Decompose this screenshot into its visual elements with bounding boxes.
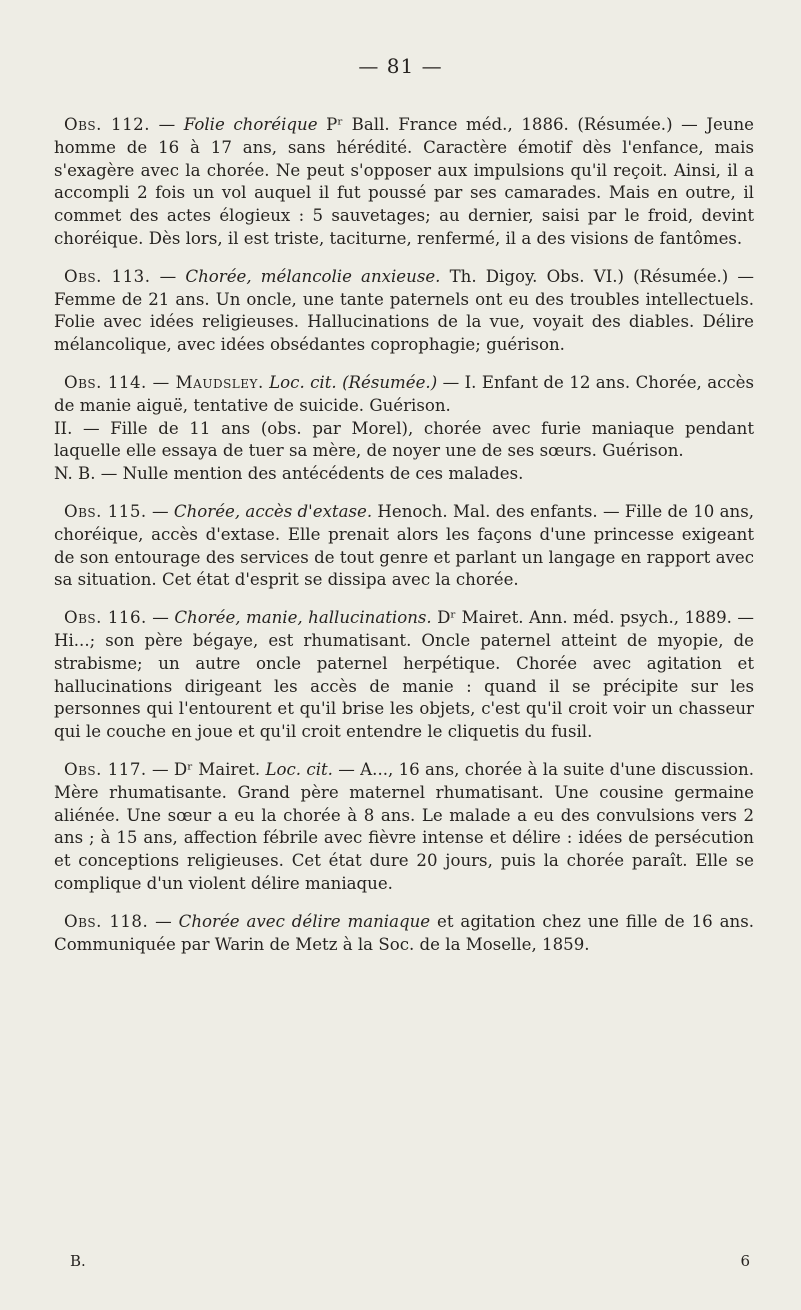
obs-title: — Chorée, manie, hallucinations. bbox=[146, 608, 432, 628]
obs-source: Dʳ Mairet. Ann. méd. psych., 1889. bbox=[431, 608, 732, 628]
document-body bbox=[54, 114, 754, 971]
obs-title: — Folie choréique bbox=[149, 115, 318, 134]
obs-title: — Chorée, accès d'extase. bbox=[146, 501, 373, 521]
obs-number: Obs. 117. bbox=[64, 759, 147, 779]
obs-text: — I. Enfant de 12 ans. Chorée, accès de manie aiguë, tentative de suicide. Guérison. bbox=[54, 372, 755, 415]
observation-117 bbox=[54, 759, 754, 896]
page-number: — 81 — bbox=[358, 54, 443, 78]
observation-112 bbox=[54, 114, 754, 251]
obs-title: — Chorée avec délire maniaque bbox=[148, 911, 431, 931]
obs-text: — Fille de 10 ans, choréique, accès d'extase. Elle prenait alors les façons d'une princesse exigeant de son entourage des services de tout genre et parlant un langage en rapport avec sa situation. Cet état d'esprit se dissipa avec la chorée. bbox=[54, 501, 755, 590]
obs-text: — A..., 16 ans, chorée à la suite d'une discussion. Mère rhumatisante. Grand père maternel rhumatisant. Une cousine germaine aliénée. Une sœur a eu la chorée à 8 ans. Le malade a eu des convulsions vers 2 ans ; à 15 ans, affection fébrile avec fièvre intense et délire : idées de persécution et conceptions religieuses. Cet état dure 20 jours, puis la chorée paraît. Elle se complique d'un violent délire maniaque. bbox=[54, 759, 755, 893]
obs-source: et agitation chez une fille de 16 ans. Communiquée par Warin de Metz à la Soc. de la Moselle, 1859. bbox=[54, 911, 755, 954]
obs-number: Obs. 112. bbox=[64, 115, 150, 134]
observation-114-note: N. B. — Nulle mention des antécédents de ces malades. bbox=[54, 464, 524, 484]
sheet-number: 6 bbox=[740, 1252, 750, 1270]
obs-number: Obs. 116. bbox=[64, 608, 147, 628]
obs-number: Obs. 113. bbox=[64, 266, 151, 286]
obs-text: — Femme de 21 ans. Un oncle, une tante paternels ont eu des troubles intellectuels. Folie avec idées religieuses. Hallucinations de la vue, voyait des diables. Délire mélancolique, avec idées obsédantes coprophagie; guérison. bbox=[54, 266, 755, 355]
obs-source: Th. Digoy. Obs. VI.) (Résumée.) bbox=[440, 266, 729, 286]
signature-mark: B. bbox=[70, 1252, 86, 1270]
obs-number: Obs. 118. bbox=[64, 911, 149, 931]
observation-114 bbox=[54, 372, 754, 418]
obs-number: Obs. 115. bbox=[64, 501, 147, 521]
obs-text: — Hi...; son père bégaye, est rhumatisant. Oncle paternel atteint de myopie, de strabisme; un autre oncle paternel herpétique. Chorée avec agitation et hallucinations dirigeant les accès de manie : quand il se précipite sur les personnes qui l'entourent et qu'il brise les objets, c'est qu'il croit voir un chasseur qui le couche en joue et qu'il croit entendre le cliquetis du fusil. bbox=[54, 608, 755, 742]
page-footer bbox=[70, 1252, 750, 1270]
observation-118 bbox=[54, 911, 754, 957]
obs-source: Henoch. Mal. des enfants. bbox=[372, 501, 598, 521]
obs-text: — Jeune homme de 16 à 17 ans, sans hérédité. Caractère émotif dès l'enfance, mais s'exagère avec la chorée. Ne peut s'opposer aux impulsions qu'il reçoit. Ainsi, il a accompli 2 fois un vol auquel il fut poussé par ses camarades. Mais en outre, il commet des actes élogieux : 5 sauvetages; au dernier, saisi par le froid, devint choréique. Dès lors, il est triste, taciturne, renfermé, il a des visions de fantômes. bbox=[54, 115, 755, 248]
obs-number: Obs. 114. bbox=[64, 372, 147, 392]
observation-116 bbox=[54, 607, 754, 744]
observation-113 bbox=[54, 266, 754, 357]
obs-source: Pʳ Ball. France méd., 1886. (Résumée.) bbox=[317, 115, 673, 134]
obs-title: — Chorée, mélancolie anxieuse. bbox=[150, 266, 441, 286]
observation-114-part-2: II. — Fille de 11 ans (obs. par Morel), chorée avec furie maniaque pendant laquelle elle essaya de tuer sa mère, de noyer une de ses sœurs. Guérison. bbox=[54, 418, 754, 461]
obs-title: — Maudsley. bbox=[146, 372, 264, 392]
observation-115 bbox=[54, 501, 754, 592]
obs-source: Loc. cit. bbox=[260, 759, 333, 779]
obs-source: Loc. cit. (Résumée.) bbox=[263, 372, 438, 392]
obs-title: — Dʳ Mairet. bbox=[146, 759, 261, 779]
